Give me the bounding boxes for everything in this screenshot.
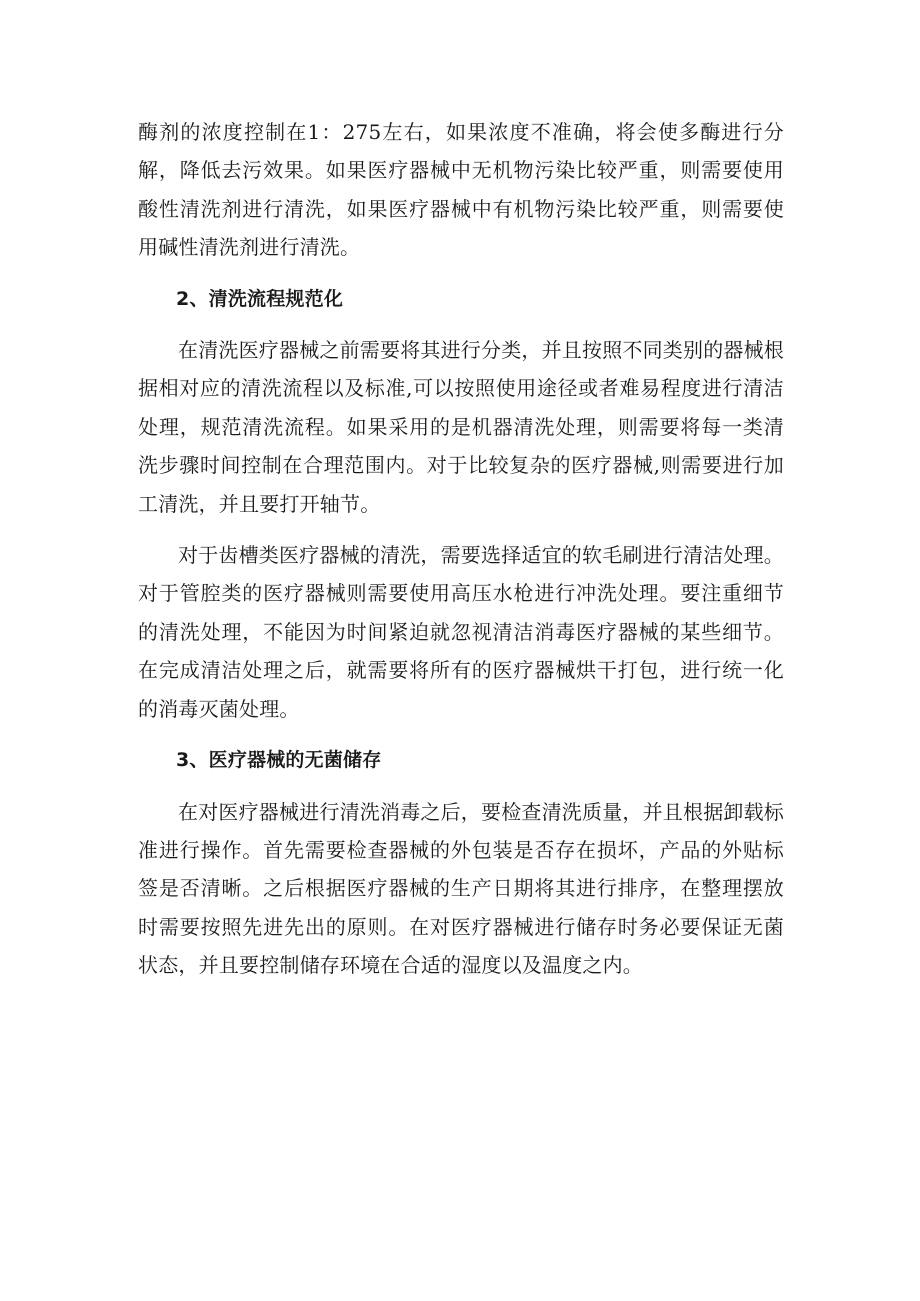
section-heading-sterile-storage: 3、医疗器械的无菌储存: [176, 749, 382, 772]
paragraph-enzyme-concentration: 酶剂的浓度控制在1：275左右，如果浓度不准确，将会使多酶进行分解，降低去污效果。如果医疗器械中无机物污染比较严重，则需要使用酸性清洗剂进行清洗，如果医疗器械中有机物污染比较严重，则需要使用碱性清洗剂进行清洗。: [138, 120, 784, 260]
section-heading-cleaning-process: 2、清洗流程规范化: [176, 287, 344, 310]
paragraph-detail-cleaning: 对于齿槽类医疗器械的清洗，需要选择适宜的软毛刷进行清洁处理。对于管腔类的医疗器械则需要使用高压水枪进行冲洗处理。要注重细节的清洗处理，不能因为时间紧迫就忽视清洁消毒医疗器械的某些细节。在完成清洁处理之后，就需要将所有的医疗器械烘干打包，进行统一化的消毒灭菌处理。: [138, 543, 784, 721]
paragraph-storage: 在对医疗器械进行清洗消毒之后，要检查清洗质量，并且根据卸载标准进行操作。首先需要检查器械的外包装是否存在损坏，产品的外贴标签是否清晰。之后根据医疗器械的生产日期将其进行排序，在整理摆放时需要按照先进先出的原则。在对医疗器械进行储存时务必要保证无菌状态，并且要控制储存环境在合适的湿度以及温度之内。: [138, 799, 784, 978]
paragraph-classification: 在清洗医疗器械之前需要将其进行分类，并且按照不同类别的器械根据相对应的清洗流程以及标准,可以按照使用途径或者难易程度进行清洁处理，规范清洗流程。如果采用的是机器清洗处理，则需要将每一类清洗步骤时间控制在合理范围内。对于比较复杂的医疗器械,则需要进行加工清洗，并且要打开轴节。: [138, 338, 784, 516]
document-page: [138, 113, 784, 998]
